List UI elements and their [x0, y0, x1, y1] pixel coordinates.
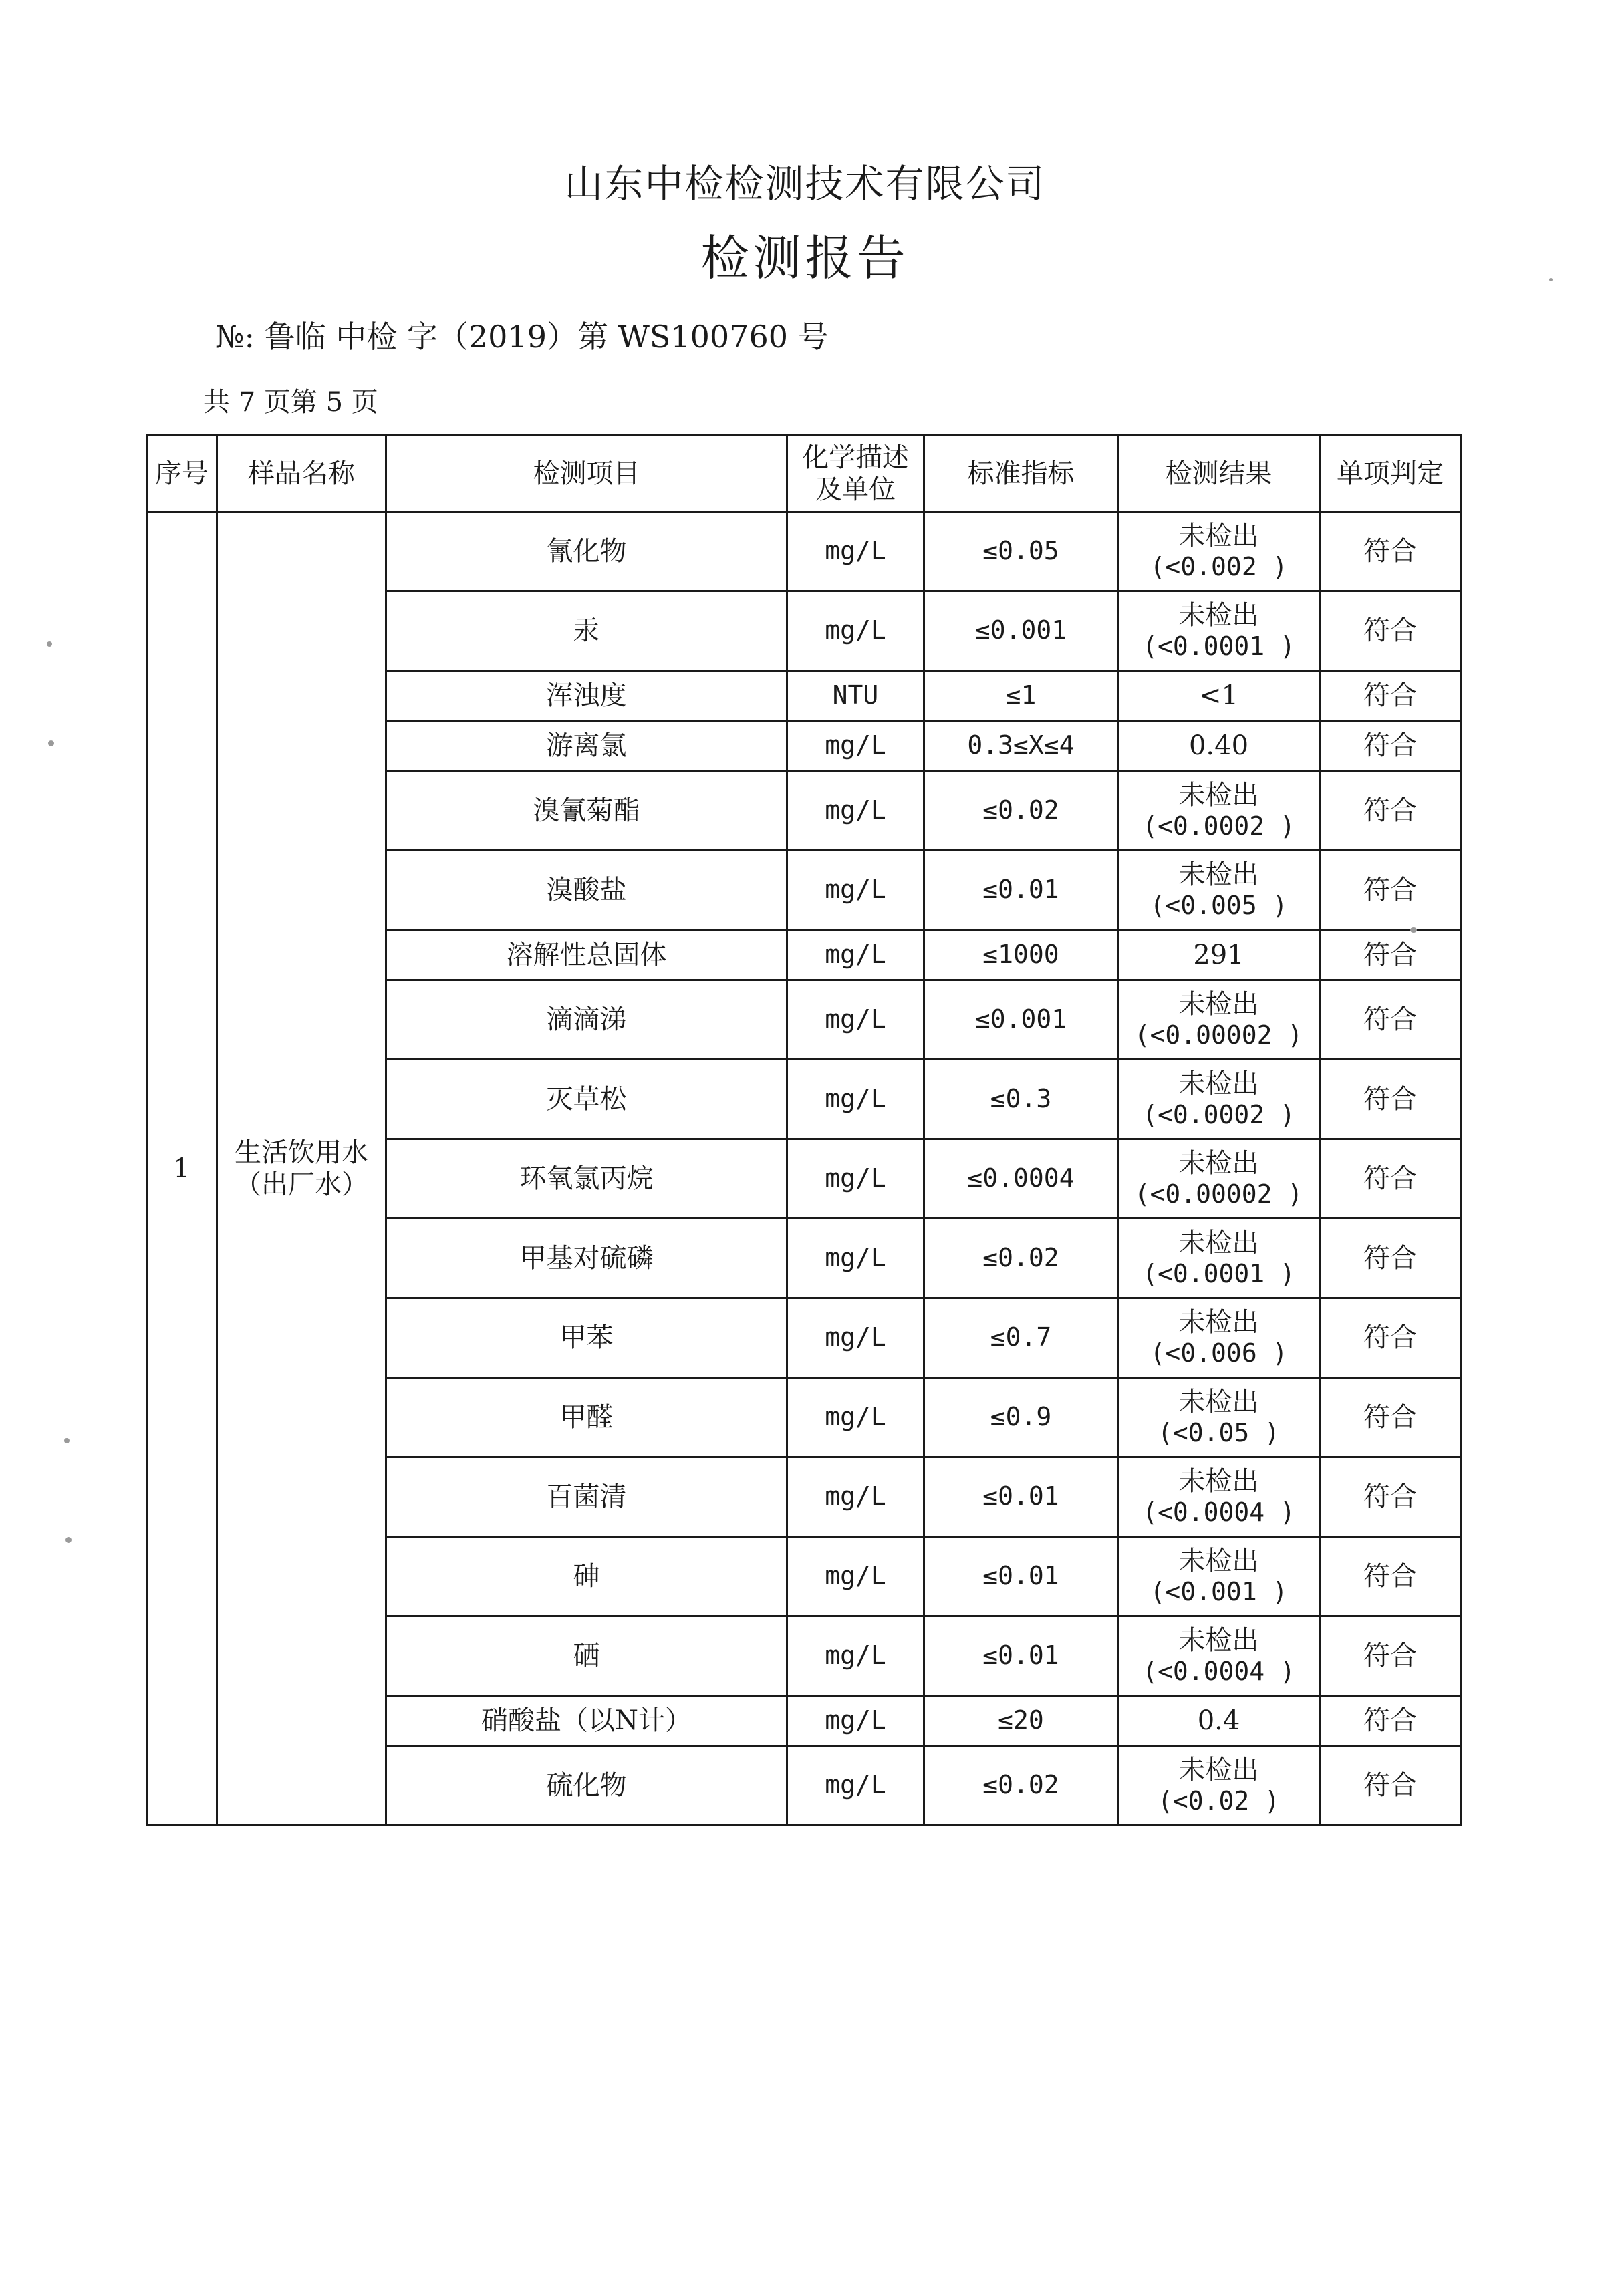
standard-limit-cell: ≤20 — [924, 1696, 1118, 1746]
result-detection-limit: (<0.02 ) — [1157, 1786, 1281, 1816]
verdict-cell: 符合 — [1320, 591, 1461, 671]
result-cell — [1118, 591, 1320, 671]
unit-cell: mg/L — [787, 591, 924, 671]
sample-name-cell — [217, 512, 386, 1826]
header-serial: 序号 — [147, 436, 217, 512]
standard-limit-cell: ≤1000 — [924, 930, 1118, 980]
scan-speck — [47, 641, 52, 647]
result-detection-limit: (<0.0002 ) — [1142, 811, 1295, 841]
header-unit-line1: 化学描述 — [802, 442, 909, 473]
unit-cell: mg/L — [787, 1378, 924, 1457]
test-item-cell: 溶解性总固体 — [386, 930, 787, 980]
result-value: 未检出 — [1178, 859, 1259, 891]
test-item-cell: 浑浊度 — [386, 671, 787, 721]
verdict-cell: 符合 — [1320, 1378, 1461, 1457]
unit-cell: mg/L — [787, 1696, 924, 1746]
verdict-cell: 符合 — [1320, 771, 1461, 851]
unit-cell: mg/L — [787, 980, 924, 1060]
result-cell — [1118, 1746, 1320, 1826]
unit-cell: mg/L — [787, 1457, 924, 1537]
unit-cell: mg/L — [787, 1537, 924, 1616]
standard-limit-cell: ≤0.01 — [924, 1457, 1118, 1537]
standard-limit-cell: ≤0.7 — [924, 1298, 1118, 1378]
result-value: 未检出 — [1178, 1307, 1259, 1338]
result-cell — [1118, 1537, 1320, 1616]
test-item-cell: 溴酸盐 — [386, 851, 787, 930]
result-value: 未检出 — [1178, 780, 1259, 811]
table-header-row — [147, 436, 1461, 512]
header-result: 检测结果 — [1118, 436, 1320, 512]
result-value: 291 — [1193, 940, 1244, 970]
verdict-cell: 符合 — [1320, 1746, 1461, 1826]
test-item-cell: 百菌清 — [386, 1457, 787, 1537]
result-detection-limit: (<0.0004 ) — [1142, 1657, 1295, 1687]
table-body — [147, 512, 1461, 1826]
test-item-cell: 灭草松 — [386, 1060, 787, 1139]
sample-name-line2: （出厂水） — [235, 1169, 368, 1200]
scan-speck — [1410, 927, 1417, 933]
scan-speck — [65, 1537, 72, 1543]
result-cell — [1118, 1457, 1320, 1537]
verdict-cell: 符合 — [1320, 930, 1461, 980]
result-detection-limit: (<0.005 ) — [1150, 891, 1288, 921]
header-verdict: 单项判定 — [1320, 436, 1461, 512]
result-value: 未检出 — [1178, 1228, 1259, 1259]
test-item-cell: 氰化物 — [386, 512, 787, 591]
test-item-cell: 甲苯 — [386, 1298, 787, 1378]
result-cell — [1118, 1378, 1320, 1457]
header-test-item: 检测项目 — [386, 436, 787, 512]
standard-limit-cell: ≤0.01 — [924, 1537, 1118, 1616]
test-item-cell: 甲基对硫磷 — [386, 1219, 787, 1298]
test-item-cell: 硒 — [386, 1616, 787, 1696]
result-cell — [1118, 980, 1320, 1060]
unit-cell: mg/L — [787, 1060, 924, 1139]
unit-cell: mg/L — [787, 1746, 924, 1826]
result-cell — [1118, 851, 1320, 930]
result-cell — [1118, 1696, 1320, 1746]
result-cell — [1118, 771, 1320, 851]
result-value: 未检出 — [1178, 1546, 1259, 1577]
header-sample-name: 样品名称 — [217, 436, 386, 512]
unit-cell: mg/L — [787, 851, 924, 930]
standard-limit-cell: ≤1 — [924, 671, 1118, 721]
unit-cell: mg/L — [787, 1616, 924, 1696]
result-value: 未检出 — [1178, 1755, 1259, 1786]
report-number: №: 鲁临 中检 字（2019）第 WS100760 号 — [215, 319, 829, 355]
verdict-cell: 符合 — [1320, 1060, 1461, 1139]
result-cell — [1118, 1219, 1320, 1298]
verdict-cell: 符合 — [1320, 1696, 1461, 1746]
result-cell — [1118, 1060, 1320, 1139]
unit-cell: mg/L — [787, 1298, 924, 1378]
report-title: 检测报告 — [700, 230, 910, 286]
standard-limit-cell: ≤0.02 — [924, 771, 1118, 851]
standard-limit-cell: ≤0.01 — [924, 851, 1118, 930]
verdict-cell: 符合 — [1320, 1616, 1461, 1696]
header-standard: 标准指标 — [924, 436, 1118, 512]
verdict-cell: 符合 — [1320, 721, 1461, 771]
scan-speck — [64, 1438, 70, 1443]
table-row — [147, 512, 1461, 591]
verdict-cell: 符合 — [1320, 1537, 1461, 1616]
result-detection-limit: (<0.0001 ) — [1142, 1259, 1295, 1289]
verdict-cell: 符合 — [1320, 1457, 1461, 1537]
result-cell — [1118, 930, 1320, 980]
standard-limit-cell: ≤0.001 — [924, 591, 1118, 671]
standard-limit-cell: ≤0.02 — [924, 1219, 1118, 1298]
result-detection-limit: (<0.001 ) — [1150, 1577, 1288, 1607]
test-item-cell: 硝酸盐（以N计） — [386, 1696, 787, 1746]
result-value: 未检出 — [1178, 600, 1259, 631]
verdict-cell: 符合 — [1320, 671, 1461, 721]
result-detection-limit: (<0.0004 ) — [1142, 1497, 1295, 1528]
result-detection-limit: (<0.0002 ) — [1142, 1100, 1295, 1130]
result-detection-limit: (<0.006 ) — [1150, 1338, 1288, 1369]
result-value: 未检出 — [1178, 1068, 1259, 1100]
result-detection-limit: (<0.05 ) — [1157, 1418, 1281, 1448]
result-cell — [1118, 1298, 1320, 1378]
result-detection-limit: (<0.002 ) — [1150, 552, 1288, 582]
header-unit-line2: 及单位 — [815, 474, 896, 505]
standard-limit-cell: ≤0.01 — [924, 1616, 1118, 1696]
unit-cell: mg/L — [787, 930, 924, 980]
unit-cell: mg/L — [787, 721, 924, 771]
test-item-cell: 汞 — [386, 591, 787, 671]
test-item-cell: 溴氰菊酯 — [386, 771, 787, 851]
verdict-cell: 符合 — [1320, 980, 1461, 1060]
result-value: 0.4 — [1197, 1705, 1240, 1736]
result-value: <1 — [1199, 680, 1238, 711]
result-value: 未检出 — [1178, 1387, 1259, 1418]
result-cell — [1118, 671, 1320, 721]
page-info: 共 7 页第 5 页 — [203, 387, 378, 418]
header-unit — [787, 436, 924, 512]
result-value: 未检出 — [1178, 1625, 1259, 1657]
verdict-cell: 符合 — [1320, 512, 1461, 591]
standard-limit-cell: 0.3≤X≤4 — [924, 721, 1118, 771]
result-value: 0.40 — [1188, 730, 1249, 761]
result-value: 未检出 — [1178, 1148, 1259, 1179]
test-item-cell: 砷 — [386, 1537, 787, 1616]
unit-cell: mg/L — [787, 1219, 924, 1298]
standard-limit-cell: ≤0.3 — [924, 1060, 1118, 1139]
standard-limit-cell: ≤0.0004 — [924, 1139, 1118, 1219]
result-value: 未检出 — [1178, 989, 1259, 1020]
test-item-cell: 甲醛 — [386, 1378, 787, 1457]
standard-limit-cell: ≤0.02 — [924, 1746, 1118, 1826]
result-detection-limit: (<0.0001 ) — [1142, 631, 1295, 662]
result-detection-limit: (<0.00002 ) — [1134, 1179, 1303, 1209]
result-cell — [1118, 721, 1320, 771]
sample-name-line1: 生活饮用水 — [235, 1137, 368, 1168]
company-name: 山东中检检测技术有限公司 — [564, 161, 1046, 206]
standard-limit-cell: ≤0.05 — [924, 512, 1118, 591]
result-cell — [1118, 1139, 1320, 1219]
test-item-cell: 硫化物 — [386, 1746, 787, 1826]
verdict-cell: 符合 — [1320, 1298, 1461, 1378]
verdict-cell: 符合 — [1320, 1219, 1461, 1298]
result-value: 未检出 — [1178, 1466, 1259, 1497]
unit-cell: NTU — [787, 671, 924, 721]
scan-speck — [48, 740, 54, 746]
test-item-cell: 滴滴涕 — [386, 980, 787, 1060]
result-cell — [1118, 512, 1320, 591]
unit-cell: mg/L — [787, 1139, 924, 1219]
verdict-cell: 符合 — [1320, 851, 1461, 930]
test-item-cell: 环氧氯丙烷 — [386, 1139, 787, 1219]
result-cell — [1118, 1616, 1320, 1696]
result-value: 未检出 — [1178, 521, 1259, 552]
verdict-cell: 符合 — [1320, 1139, 1461, 1219]
standard-limit-cell: ≤0.9 — [924, 1378, 1118, 1457]
standard-limit-cell: ≤0.001 — [924, 980, 1118, 1060]
unit-cell: mg/L — [787, 512, 924, 591]
test-item-cell: 游离氯 — [386, 721, 787, 771]
results-table — [146, 434, 1462, 1826]
scan-speck — [1549, 278, 1553, 281]
unit-cell: mg/L — [787, 771, 924, 851]
result-detection-limit: (<0.00002 ) — [1134, 1020, 1303, 1050]
serial-number-cell: 1 — [147, 512, 217, 1826]
